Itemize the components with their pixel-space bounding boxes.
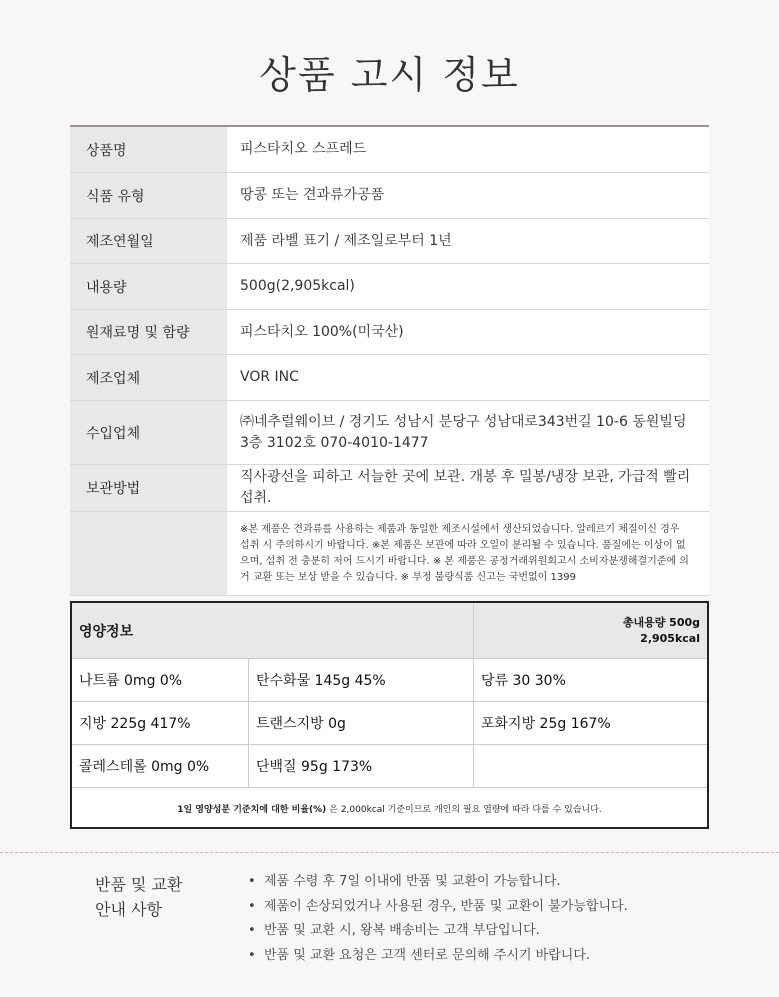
- nutrition-row: [72, 745, 707, 788]
- nutrient-protein: 단백질 95g 173%: [249, 745, 474, 787]
- return-title-line1: 반품 및 교환: [95, 875, 183, 894]
- info-row-importer: [70, 401, 709, 465]
- info-label: 식품 유형: [70, 173, 227, 218]
- info-label: 수입업체: [70, 401, 227, 464]
- info-row-notice: [70, 512, 709, 596]
- info-row-manufacture-date: [70, 219, 709, 264]
- page-title: 상품 고시 정보: [259, 53, 520, 97]
- nutrient-carbohydrate: 탄수화물 145g 45%: [249, 659, 474, 701]
- nutrient-sugars: 당류 30 30%: [481, 673, 566, 689]
- list-item-text: 반품 및 교환 요청은 고객 센터로 문의해 주시기 바랍니다.: [264, 947, 591, 963]
- info-label: 내용량: [70, 264, 227, 309]
- info-row-product-name: [70, 127, 709, 173]
- info-label: 제조업체: [70, 355, 227, 400]
- info-label: 보관방법: [70, 465, 227, 511]
- nutrition-header: [72, 603, 707, 659]
- nutrition-facts-table: [70, 601, 709, 829]
- info-value: ㈜네추럴웨이브 / 경기도 성남시 분당구 성남대로343번길 10-6 동원빌딩 3층 3102호 070-4010-1477: [227, 401, 709, 464]
- info-row-ingredients: [70, 310, 709, 355]
- nutrient-empty: [474, 745, 707, 787]
- list-item: [248, 870, 628, 895]
- info-label: 제조연월일: [70, 219, 227, 263]
- footnote-bold: 1일 영양성분 기준치에 대한 비율(%): [177, 804, 327, 815]
- notice-text: ※본 제품은 견과류를 사용하는 제품과 동일한 제조시설에서 생산되었습니다. 알레르기 체질이신 경우 섭취 시 주의하시기 바랍니다. ※본 제품은 보관에 따라 오일이 분리될 수 있습니다. 품질에는 이상이 없으며, 섭취 전 충분히 저어 드시기 바랍니다. ※ 본 제품은 공정거래위원회고시 소비자분쟁해결기준에 의거 교환 또는 보상 받을 수 있습니다. ※ 부정 불량식품 신고는 국번없이 1399: [227, 512, 709, 595]
- list-item-text: 반품 및 교환 시, 왕복 배송비는 고객 부담입니다.: [264, 923, 540, 938]
- nutrient-fat: 지방 225g 417%: [72, 702, 249, 744]
- nutrition-total: [474, 603, 707, 658]
- info-value: 500g(2,905kcal): [227, 264, 709, 309]
- nutrition-total-weight: 총내용량 500g: [622, 616, 700, 629]
- list-item-text: 제품이 손상되었거나 사용된 경우, 반품 및 교환이 불가능합니다.: [264, 898, 628, 914]
- list-item: [248, 944, 628, 969]
- info-row-food-type: [70, 173, 709, 219]
- bullet-icon: •: [248, 947, 256, 963]
- footnote-text: 은 2,000kcal 기준이므로 개인의 필요 열량에 따라 다를 수 있습니다.: [329, 804, 602, 815]
- nutrient-sodium: 나트륨 0mg 0%: [72, 659, 249, 701]
- nutrition-row: [72, 702, 707, 745]
- bullet-icon: •: [248, 923, 256, 938]
- nutrient-trans-fat: 트랜스지방 0g: [249, 702, 474, 744]
- list-item-text: 제품 수령 후 7일 이내에 반품 및 교환이 가능합니다.: [264, 874, 561, 889]
- info-row-net-content: [70, 264, 709, 310]
- info-row-storage: [70, 465, 709, 512]
- nutrition-footnote: [72, 788, 707, 828]
- info-row-manufacturer: [70, 355, 709, 401]
- product-info-table: [70, 125, 709, 596]
- info-value: 제품 라벨 표기 / 제조일로부터 1년: [227, 219, 709, 263]
- nutrient-cholesterol: 콜레스테롤 0mg 0%: [72, 745, 249, 787]
- return-policy-title: [95, 872, 182, 922]
- list-item: [248, 919, 628, 944]
- info-label: [70, 512, 227, 595]
- nutrition-row: [72, 659, 707, 702]
- nutrition-title: 영양정보: [72, 603, 474, 658]
- return-title-line2: 안내 사항: [95, 900, 162, 919]
- bullet-icon: •: [248, 874, 256, 889]
- list-item: [248, 895, 628, 920]
- nutrient-saturated-fat: 포화지방 25g 167%: [481, 716, 611, 732]
- info-value: 피스타치오 스프레드: [227, 127, 709, 172]
- nutrition-total-kcal: 2,905kcal: [640, 632, 700, 645]
- info-value: 직사광선을 피하고 서늘한 곳에 보관. 개봉 후 밀봉/냉장 보관, 가급적 빨리 섭취.: [227, 465, 709, 511]
- info-label: 상품명: [70, 127, 227, 172]
- return-policy-list: [248, 870, 628, 968]
- info-value: 땅콩 또는 견과류가공품: [227, 173, 709, 218]
- bullet-icon: •: [248, 898, 256, 914]
- info-value: VOR INC: [227, 355, 709, 400]
- info-label: 원재료명 및 함량: [70, 310, 227, 354]
- section-divider: [0, 852, 779, 853]
- info-value: 피스타치오 100%(미국산): [227, 310, 709, 354]
